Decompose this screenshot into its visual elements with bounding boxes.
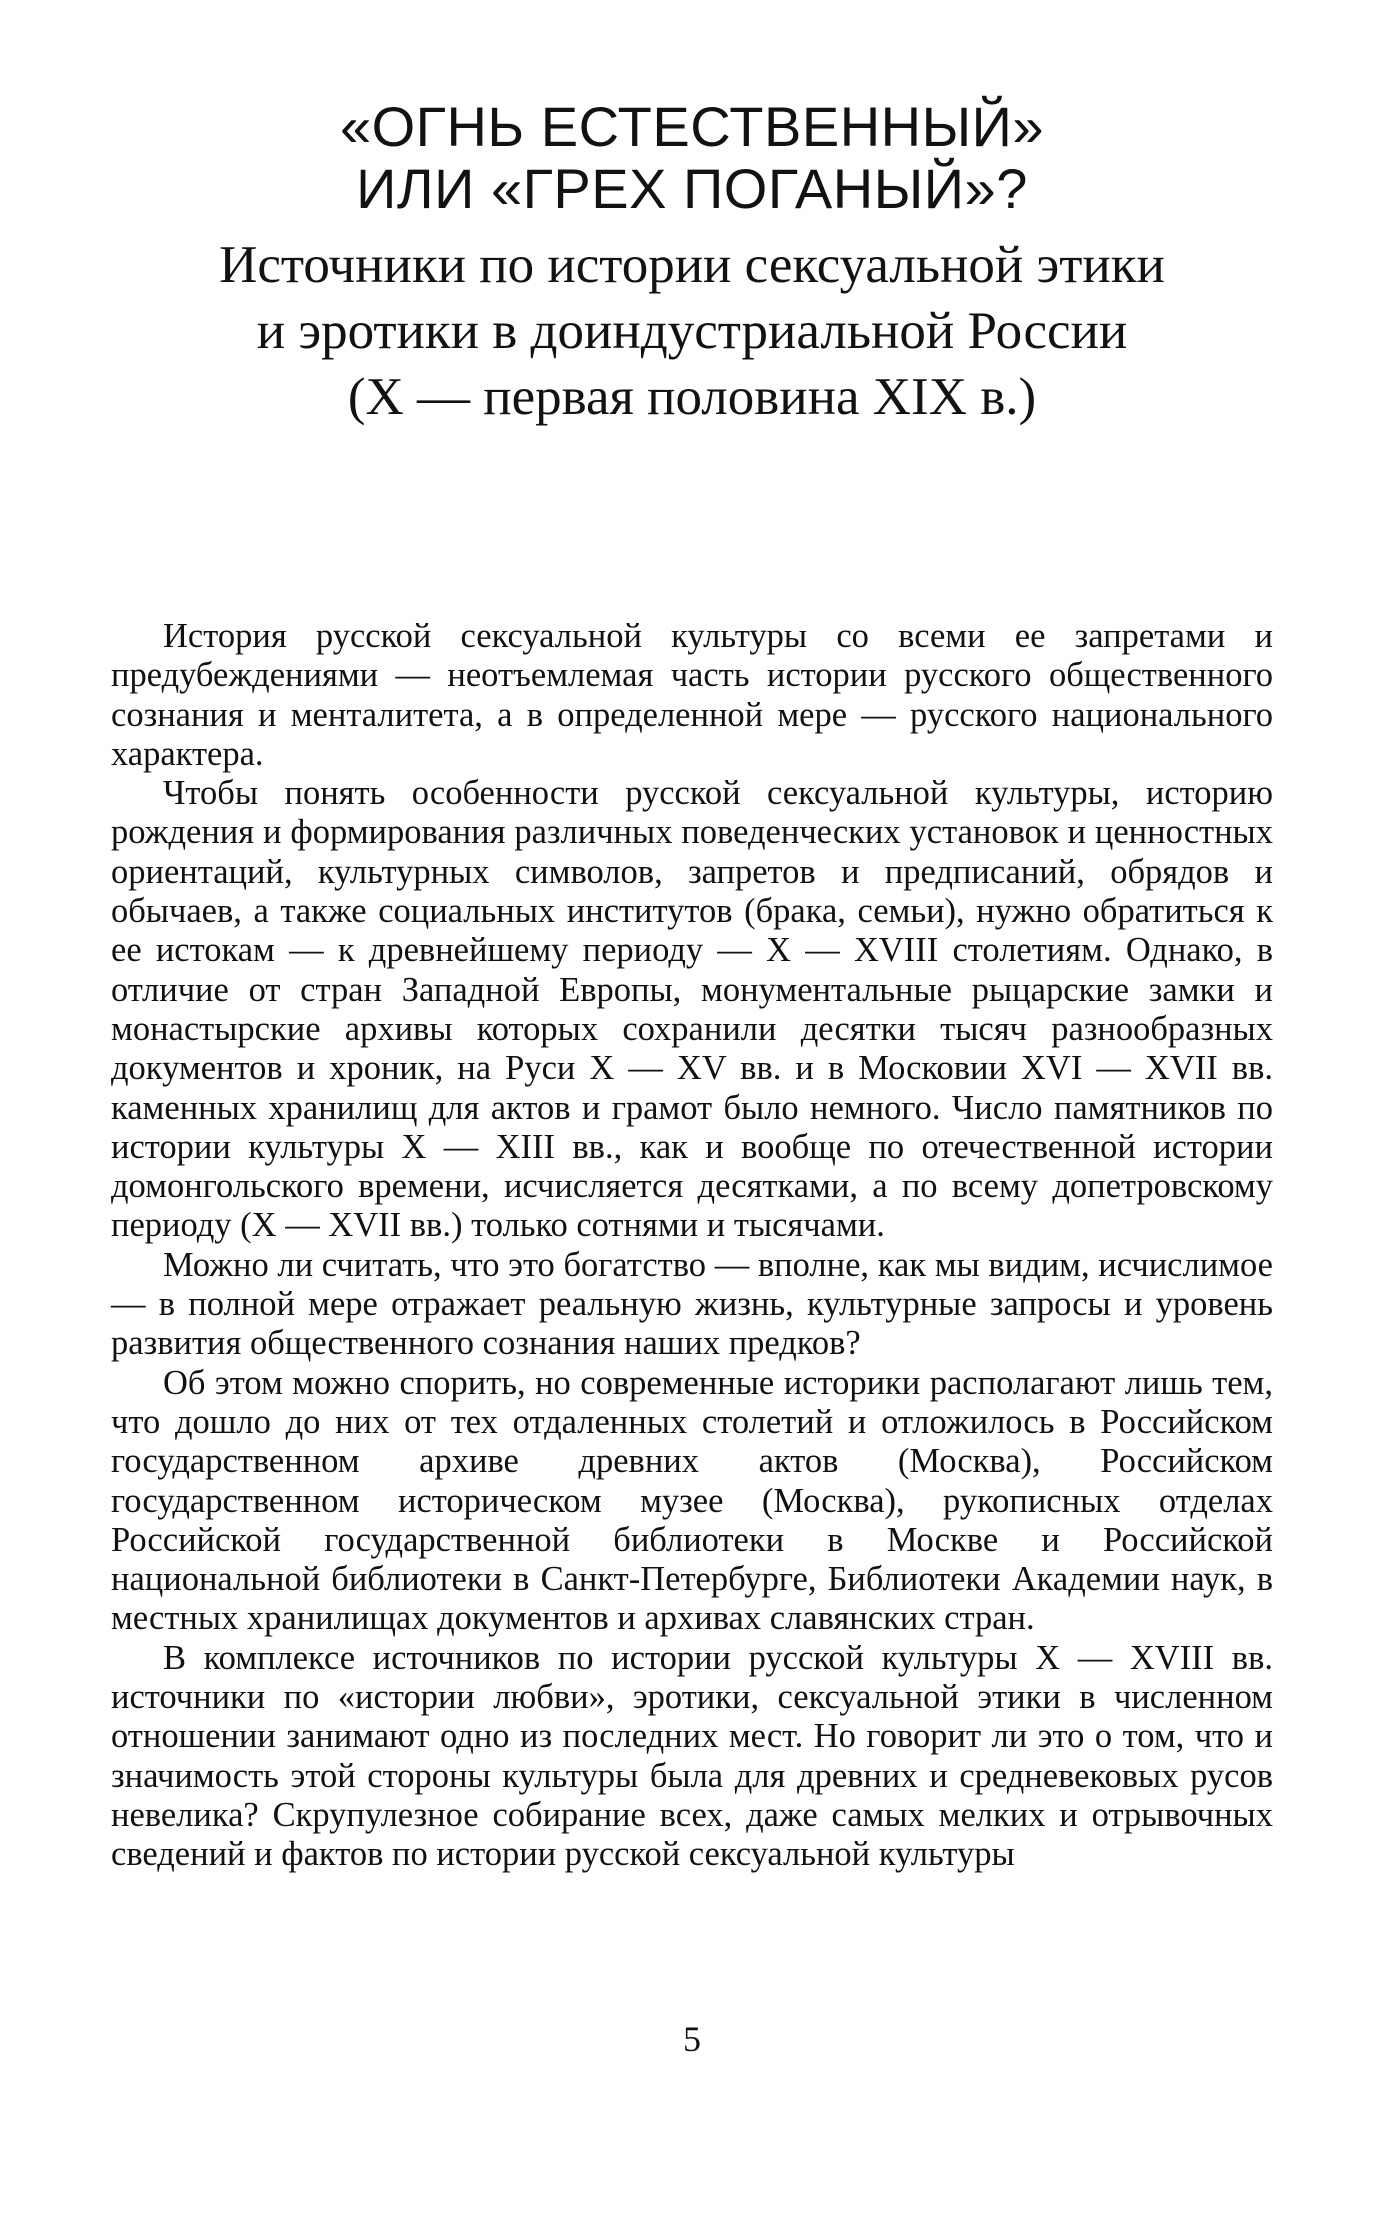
paragraph: Чтобы понять особенности русской сексуальной культуры, историю рождения и формирования различных поведенческих установок и ценностных ориентаций, культурных символов, запретов и предписаний, обрядов и обычаев, а также социальных институтов (брака, семьи), нужно обратиться к ее истокам — к древнейшему периоду — X — XVIII столетиям. Однако, в отличие от стран Западной Европы, монументальные рыцарские замки и монастырские архивы которых сохранили десятки тысяч разнообразных документов и хроник, на Руси X — XV вв. и в Московии XVI — XVII вв. каменных хранилищ для актов и грамот было немного. Число памятников по истории культуры X — XIII вв., как и вообще по отечественной истории домонгольского времени, исчисляется десятками, а по всему допетровскому периоду (X — XVII вв.) только сотнями и тысячами. — [111, 774, 1273, 1245]
body-text — [111, 617, 1273, 1875]
page-number: 5 — [683, 2019, 701, 2059]
paragraph: Можно ли считать, что это богатство — вполне, как мы видим, исчислимое — в полной мере отражает реальную жизнь, культурные запросы и уровень развития общественного сознания наших предков? — [111, 1245, 1273, 1363]
paragraph: Об этом можно спорить, но современные историки располагают лишь тем, что дошло до них от тех отдаленных столетий и отложилось в Российском государственном архиве древних актов (Москва), Российском государственном историческом музее (Москва), рукописных отделах Российской государственной библиотеки в Москве и Российской национальной библиотеки в Санкт-Петербурге, Библиотеки Академии наук, в местных хранилищах документов и архивах славянских стран. — [111, 1363, 1273, 1638]
chapter-subtitle-line-3: (X — первая половина XIX в.) — [347, 368, 1037, 426]
chapter-title-line-2: ИЛИ «ГРЕХ ПОГАНЫЙ»? — [356, 157, 1028, 220]
paragraph: История русской сексуальной культуры со всеми ее запретами и предубеждениями — неотъемлемая часть истории русского общественного сознания и менталитета, а в определенной мере — русского национального характера. — [111, 617, 1273, 773]
chapter-subtitle-line-1: Источники по истории сексуальной этики — [219, 236, 1165, 294]
chapter-title-line-1: «ОГНЬ ЕСТЕСТВЕННЫЙ» — [339, 95, 1045, 158]
paragraph: В комплексе источников по истории русской культуры X — XVIII вв. источники по «истории любви», эротики, сексуальной этики в численном отношении занимают одно из последних мест. Но говорит ли это о том, что и значимость этой стороны культуры была для древних и средневековых русов невелика? Скрупулезное собирание всех, даже самых мелких и отрывочных сведений и фактов по истории русской сексуальной культуры — [111, 1638, 1273, 1874]
chapter-heading — [140, 96, 1244, 430]
chapter-subtitle-line-2: и эротики в доиндустриальной России — [256, 302, 1128, 360]
